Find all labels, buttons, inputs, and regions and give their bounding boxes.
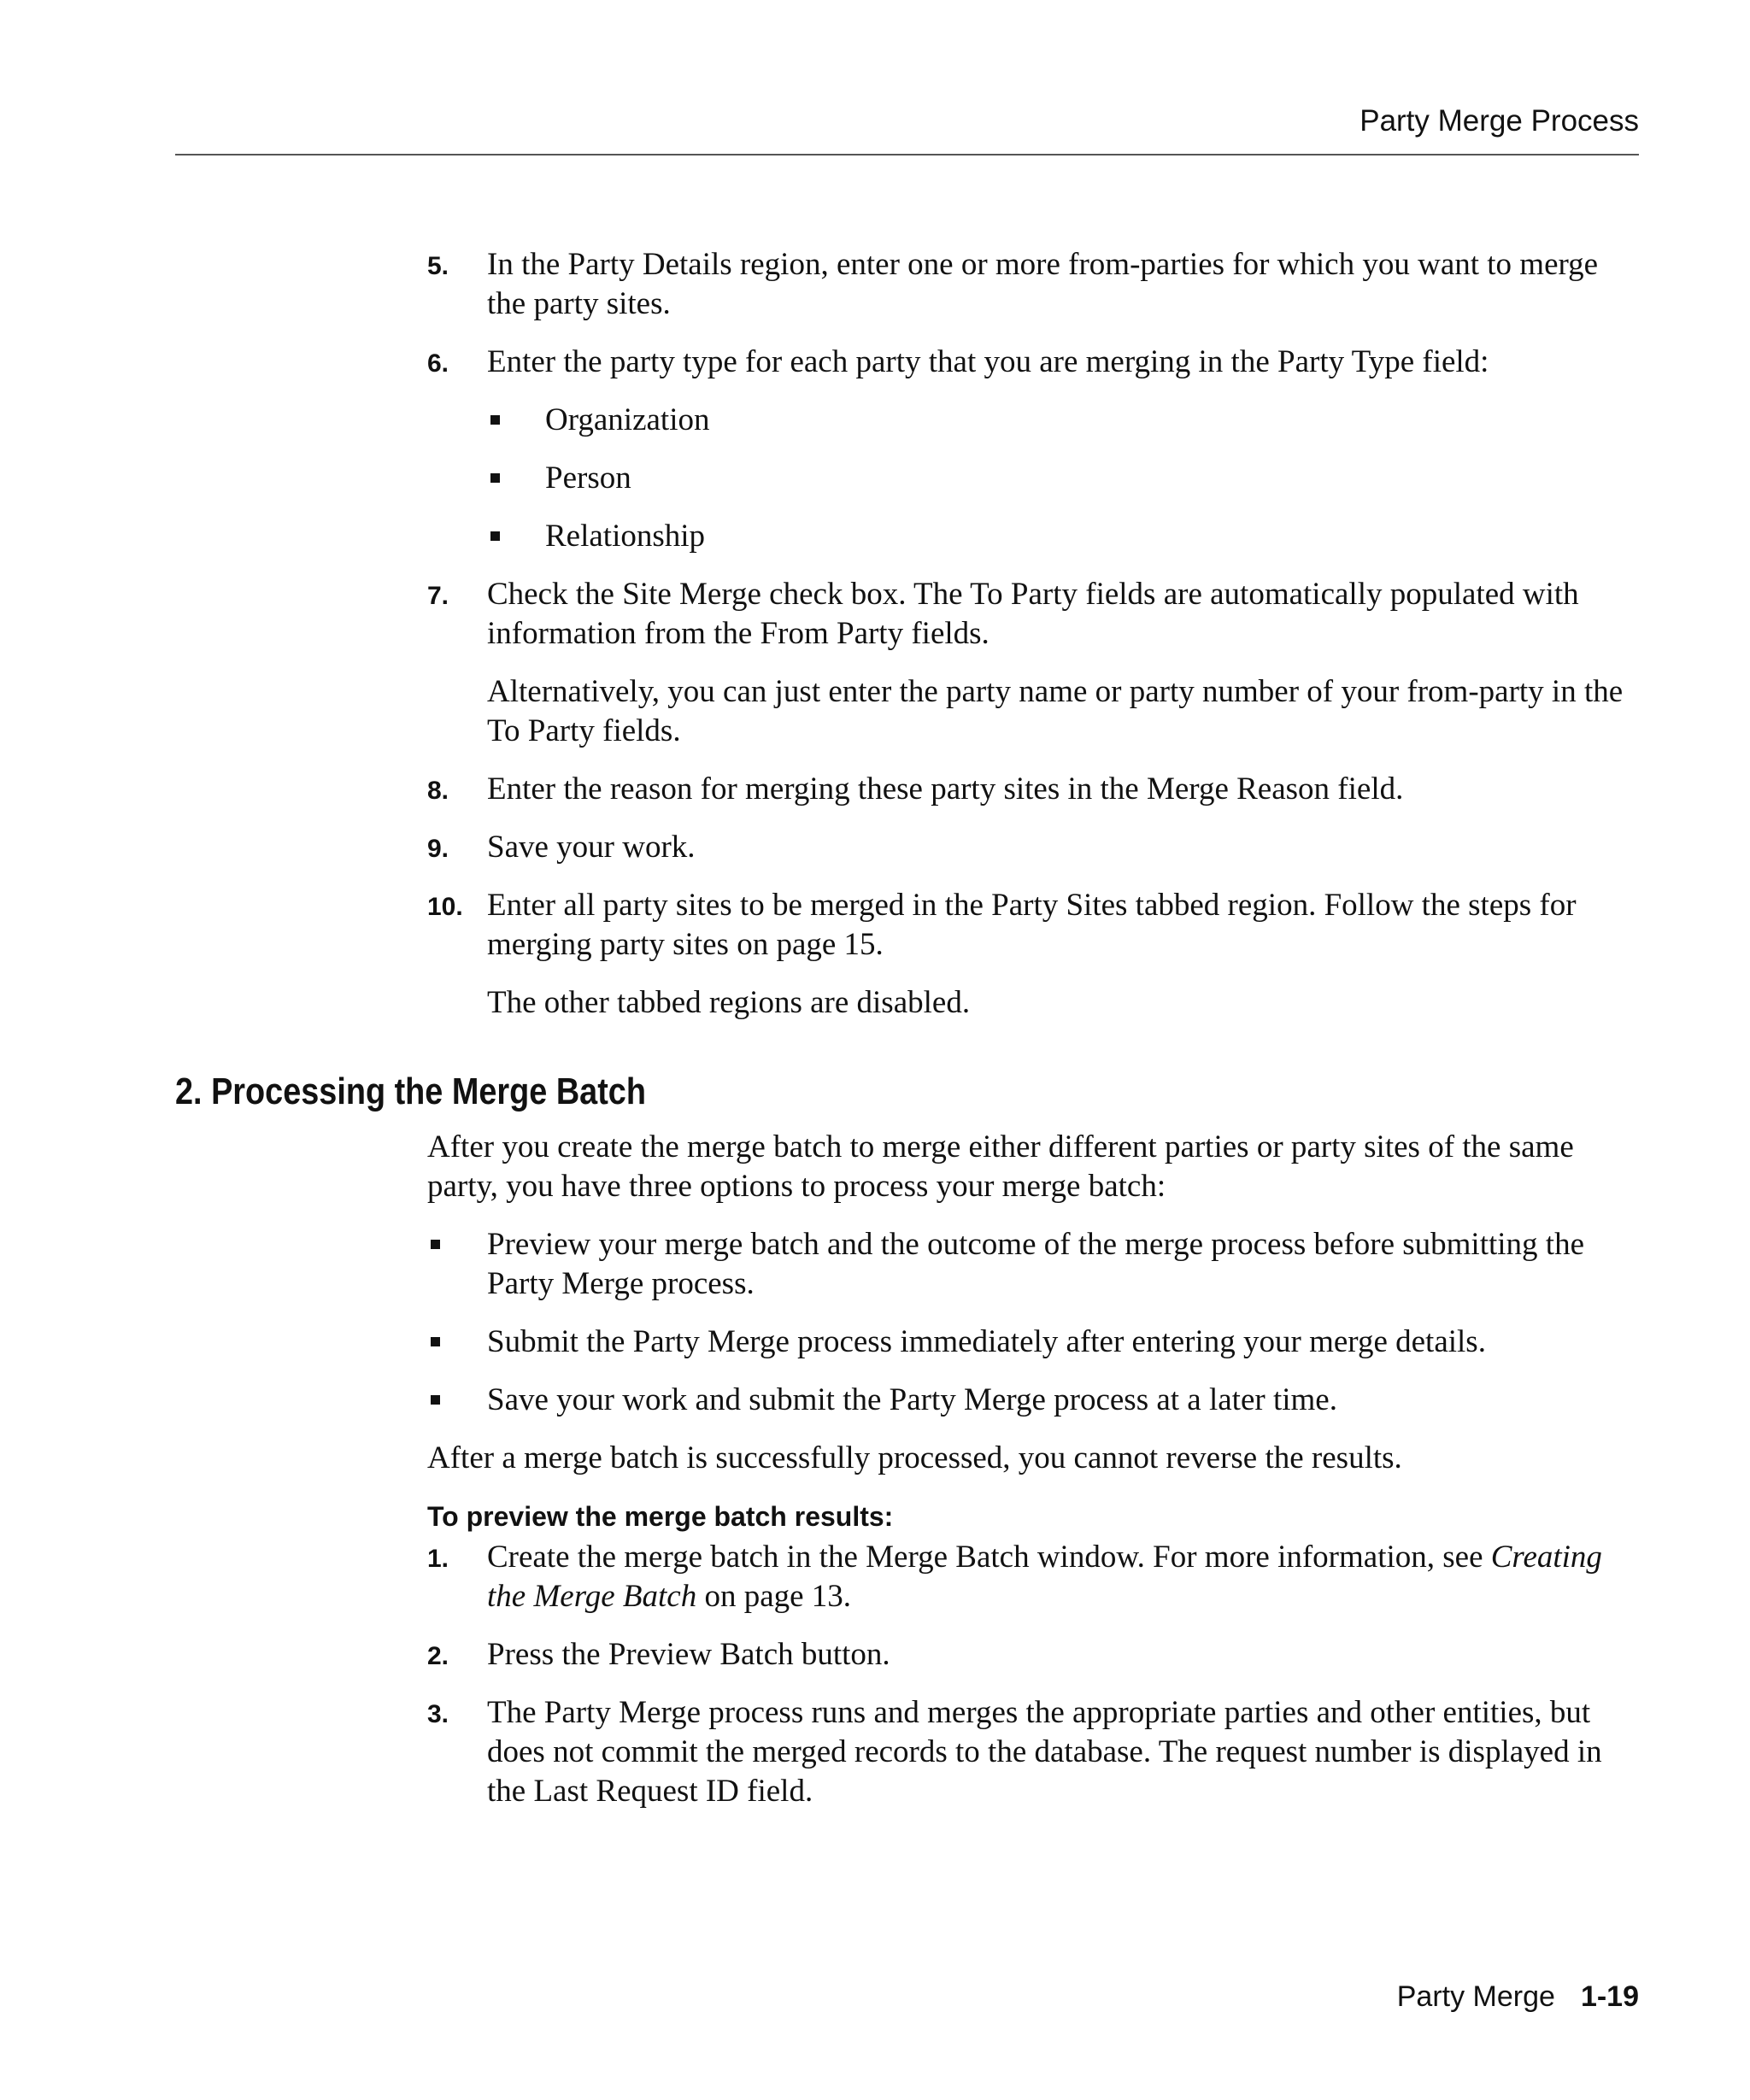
section-heading: 2. Processing the Merge Batch bbox=[175, 1071, 646, 1112]
step-text-before: Create the merge batch in the Merge Batch window. For more information, see bbox=[487, 1540, 1491, 1575]
step-text: Enter the party type for each party that you are merging in the Party Type field: bbox=[487, 344, 1489, 379]
step-number: 2. bbox=[427, 1642, 449, 1670]
step-text: Press the Preview Batch button. bbox=[487, 1637, 890, 1672]
steps-continued bbox=[427, 245, 1641, 1041]
step-9 bbox=[427, 828, 1641, 867]
page-number: 1-19 bbox=[1580, 1980, 1639, 2013]
step-text: Enter all party sites to be merged in the Party Sites tabbed region. Follow the steps for merging party sites on page 15. bbox=[487, 888, 1577, 962]
step-5 bbox=[427, 245, 1641, 324]
step-number: 6. bbox=[427, 349, 449, 378]
page-header bbox=[175, 101, 1639, 155]
step-text: Save your work. bbox=[487, 830, 696, 865]
step-8 bbox=[427, 770, 1641, 809]
cross-reference: Creating the Merge Batch bbox=[487, 1540, 1602, 1614]
list-item: Organization bbox=[487, 401, 1641, 440]
bullet-square-icon bbox=[431, 1395, 440, 1405]
bullet-square-icon bbox=[490, 415, 500, 425]
step-text: The Party Merge process runs and merges the appropriate parties and other entities, but does not commit the merged records to the database. The request number is displayed in the Last Request ID field. bbox=[487, 1695, 1602, 1809]
list-item: Person bbox=[487, 459, 1641, 498]
step-7 bbox=[427, 575, 1641, 751]
section-intro: After you create the merge batch to merge either different parties or party sites of the same party, you have three options to process your merge batch: bbox=[427, 1129, 1574, 1204]
bullet-square-icon bbox=[431, 1337, 440, 1346]
step-extra-text: The other tabbed regions are disabled. bbox=[487, 985, 971, 1020]
step-text: Enter the reason for merging these party sites in the Merge Reason field. bbox=[487, 771, 1404, 807]
bullet-square-icon bbox=[490, 531, 500, 541]
step-number: 8. bbox=[427, 777, 449, 805]
step-10 bbox=[427, 886, 1641, 1023]
list-item: Preview your merge batch and the outcome of the merge process before submitting the Party Merge process. bbox=[427, 1225, 1641, 1304]
step-number: 3. bbox=[427, 1700, 449, 1728]
page-footer bbox=[1397, 1980, 1639, 2014]
step-text-after: on page 13. bbox=[696, 1579, 852, 1614]
step-number: 7. bbox=[427, 582, 449, 610]
procedure-title: To preview the merge batch results: bbox=[427, 1501, 894, 1532]
step-number: 1. bbox=[427, 1545, 449, 1573]
step-6 bbox=[427, 343, 1641, 382]
procedure-step-3 bbox=[427, 1693, 1641, 1811]
bullet-square-icon bbox=[490, 473, 500, 483]
list-item: Relationship bbox=[487, 517, 1641, 556]
party-type-list bbox=[487, 401, 1641, 556]
step-extra-text: Alternatively, you can just enter the party name or party number of your from-party in the To Party fields. bbox=[487, 674, 1624, 748]
running-header-title: Party Merge Process bbox=[1359, 104, 1639, 138]
section-note: After a merge batch is successfully processed, you cannot reverse the results. bbox=[427, 1440, 1402, 1475]
procedure-step-1 bbox=[427, 1538, 1641, 1616]
step-text: In the Party Details region, enter one or more from-parties for which you want to merge the party sites. bbox=[487, 247, 1599, 321]
procedure-step-2 bbox=[427, 1635, 1641, 1675]
list-item: Save your work and submit the Party Merge process at a later time. bbox=[427, 1381, 1641, 1420]
step-text: Check the Site Merge check box. The To Party fields are automatically populated with information from the From Party fields. bbox=[487, 577, 1579, 651]
step-number: 10. bbox=[427, 893, 463, 921]
step-number: 5. bbox=[427, 252, 449, 280]
step-number: 9. bbox=[427, 835, 449, 863]
options-list bbox=[427, 1225, 1641, 1420]
footer-chapter: Party Merge bbox=[1396, 1980, 1555, 2013]
section-body bbox=[427, 1128, 1641, 1830]
list-item: Submit the Party Merge process immediately after entering your merge details. bbox=[427, 1323, 1641, 1362]
bullet-square-icon bbox=[431, 1240, 440, 1249]
